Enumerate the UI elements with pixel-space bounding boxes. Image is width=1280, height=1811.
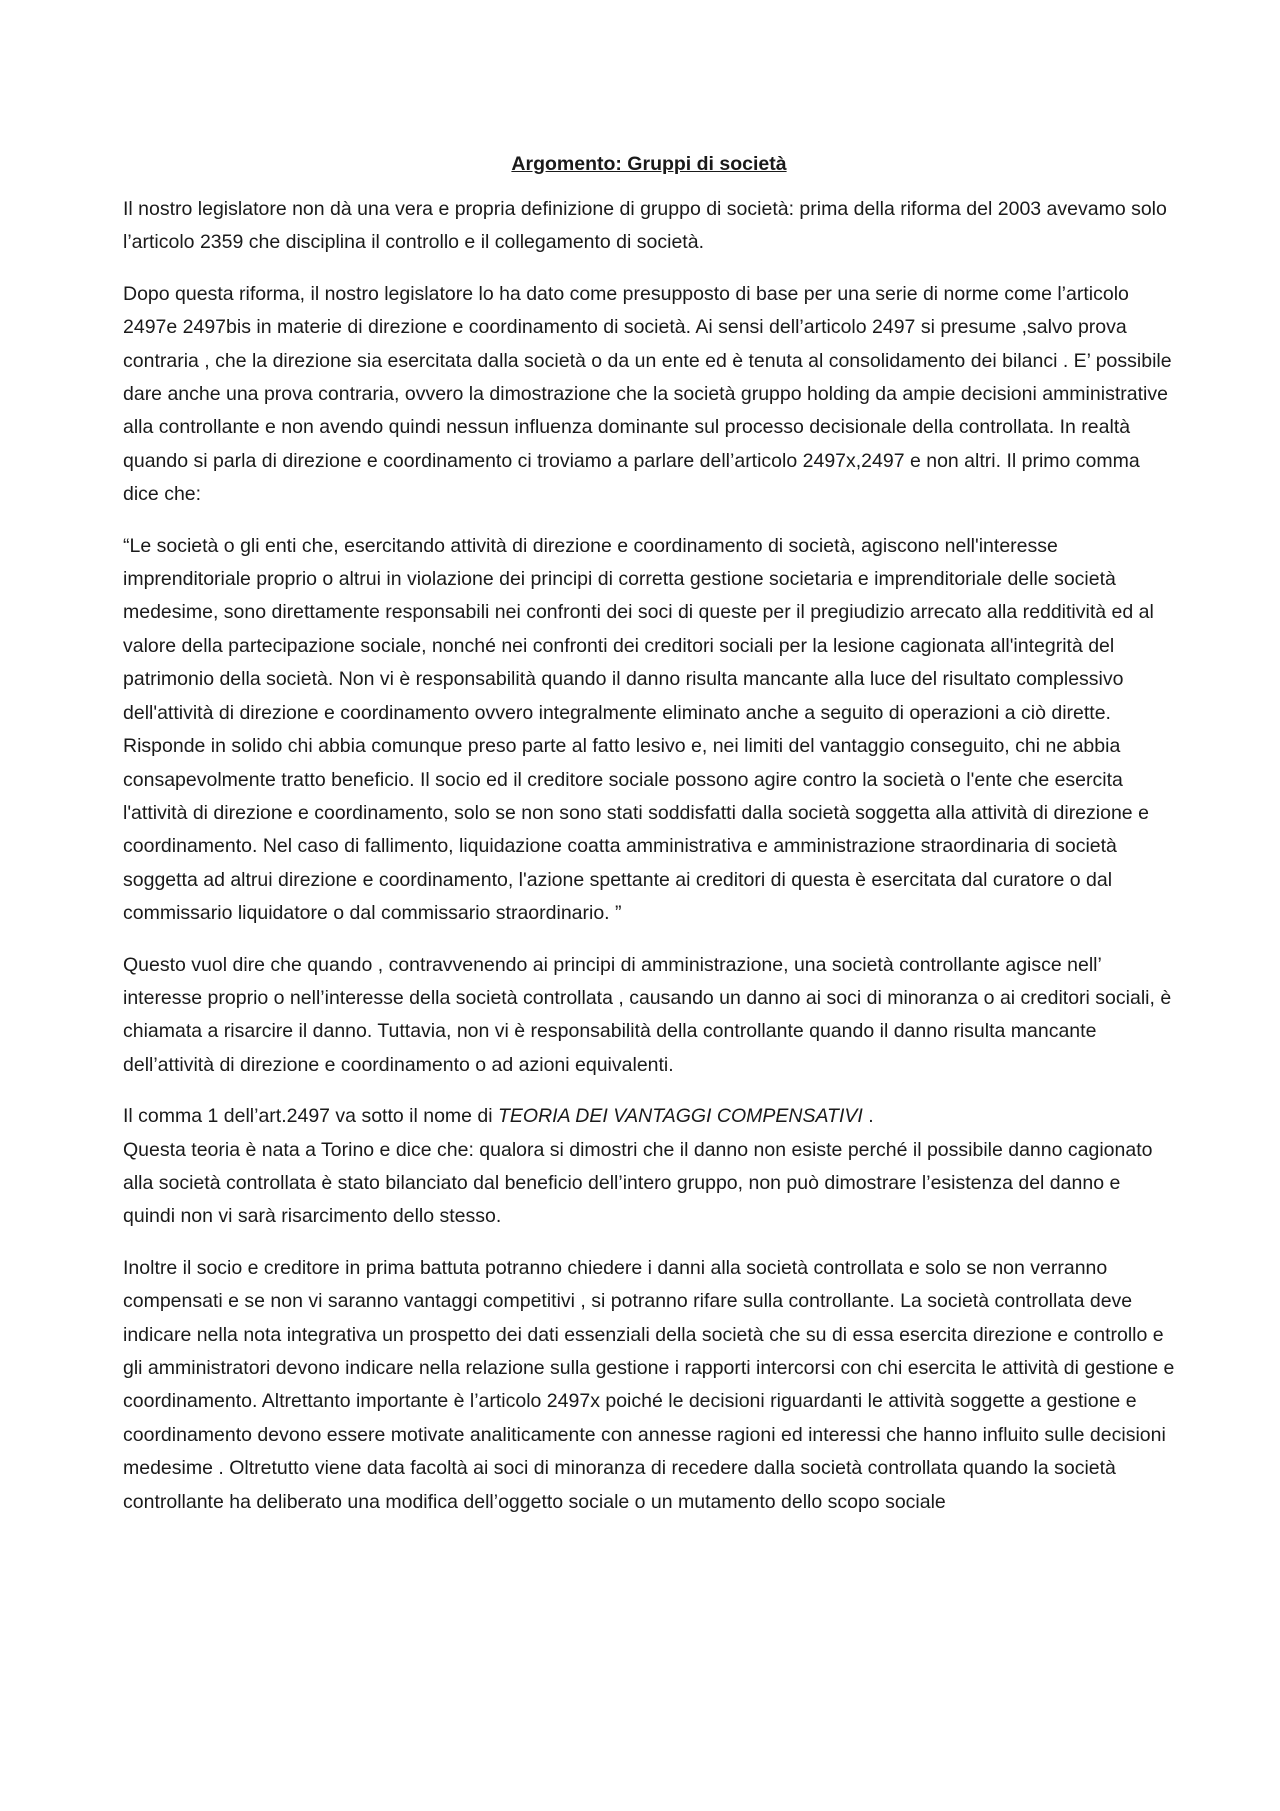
paragraph-explanation: Questo vuol dire che quando , contravvenendo ai principi di amministrazione, una società controllante agisce nell’ interesse proprio o nell’interesse della società controllata , causando un danno ai soci di minoranza o ai creditori sociali, è chiamata a risarcire il danno. Tuttavia, non vi è responsabilità della controllante quando il danno risulta mancante dell’attività di direzione e coordinamento o ad azioni equivalenti. [123, 953, 1172, 1076]
paragraph-theory [123, 1100, 1175, 1234]
theory-description: Questa teoria è nata a Torino e dice che: qualora si dimostri che il danno non esiste perché il possibile danno cagionato alla società controllata è stato bilanciato dal beneficio dell’intero gruppo, non può dimostrare l’esistenza del danno e quindi non vi sarà risarcimento dello stesso. [123, 1138, 1153, 1228]
paragraph-quote: “Le società o gli enti che, esercitando attività di direzione e coordinamento di società, agiscono nell'interesse imprenditoriale proprio o altrui in violazione dei principi di corretta gestione societaria e imprenditoriale delle società medesime, sono direttamente responsabili nei confronti dei soci di queste per il pregiudizio arrecato alla redditività ed al valore della partecipazione sociale, nonché nei confronti dei creditori sociali per la lesione cagionata all'integrità del patrimonio della società. Non vi è responsabilità quando il danno risulta mancante alla luce del risultato complessivo dell'attività di direzione e coordinamento ovvero integralmente eliminato anche a seguito di operazioni a ciò dirette. Risponde in solido chi abbia comunque preso parte al fatto lesivo e, nei limiti del vantaggio conseguito, chi ne abbia consapevolmente tratto beneficio. Il socio ed il creditore sociale possono agire contro la società o l'ente che esercita l'attività di direzione e coordinamento, solo se non sono stati soddisfatti dalla società soggetta alla attività di direzione e coordinamento. Nel caso di fallimento, liquidazione coatta amministrativa e amministrazione straordinaria di società soggetta ad altrui direzione e coordinamento, l'azione spettante ai creditori di questa è esercitata dal curatore o dal commissario liquidatore o dal commissario straordinario. ” [123, 534, 1154, 925]
paragraph-intro: Il nostro legislatore non dà una vera e propria definizione di gruppo di società: prima della riforma del 2003 avevamo solo l’articolo 2359 che disciplina il controllo e il collegamento di società. [123, 198, 1167, 254]
theory-intro-text: Il comma 1 dell’art.2497 va sotto il nome di [123, 1105, 499, 1128]
paragraph-conclusion: Inoltre il socio e creditore in prima battuta potranno chiedere i danni alla società controllata e solo se non verranno compensati e se non vi saranno vantaggi competitivi , si potranno rifare sulla controllante. La società controllata deve indicare nella nota integrativa un prospetto dei dati essenziali della società che su di essa esercita direzione e controllo e gli amministratori devono indicare nella relazione sulla gestione i rapporti intercorsi con chi esercita le attività di gestione e coordinamento. Altrettanto importante è l’articolo 2497x poiché le decisioni riguardanti le attività soggette a gestione e coordinamento devono essere motivate analiticamente con annesse ragioni ed interessi che hanno influito sulle decisioni medesime . Oltretutto viene data facoltà ai soci di minoranza di recedere dalla società controllata quando la società controllante ha deliberato una modifica dell’oggetto sociale o un mutamento dello scopo sociale [123, 1256, 1175, 1513]
paragraph-reform: Dopo questa riforma, il nostro legislatore lo ha dato come presupposto di base per una serie di norme come l’articolo 2497e 2497bis in materie di direzione e coordinamento di società. Ai sensi dell’articolo 2497 si presume ,salvo prova contraria , che la direzione sia esercitata dalla società o da un ente ed è tenuta al consolidamento dei bilanci . E’ possibile dare anche una prova contraria, ovvero la dimostrazione che la società gruppo holding da ampie decisioni amministrative alla controllante e non avendo quindi nessun influenza dominante sul processo decisionale della controllata. In realtà quando si parla di direzione e coordinamento ci troviamo a parlare dell’articolo 2497x,2497 e non altri. Il primo comma dice che: [123, 282, 1172, 506]
theory-intro-suffix: . [862, 1105, 874, 1128]
document-page [123, 148, 1175, 1537]
theory-name: TEORIA DEI VANTAGGI COMPENSATIVI [498, 1105, 863, 1128]
document-title: Argomento: Gruppi di società [511, 153, 787, 175]
